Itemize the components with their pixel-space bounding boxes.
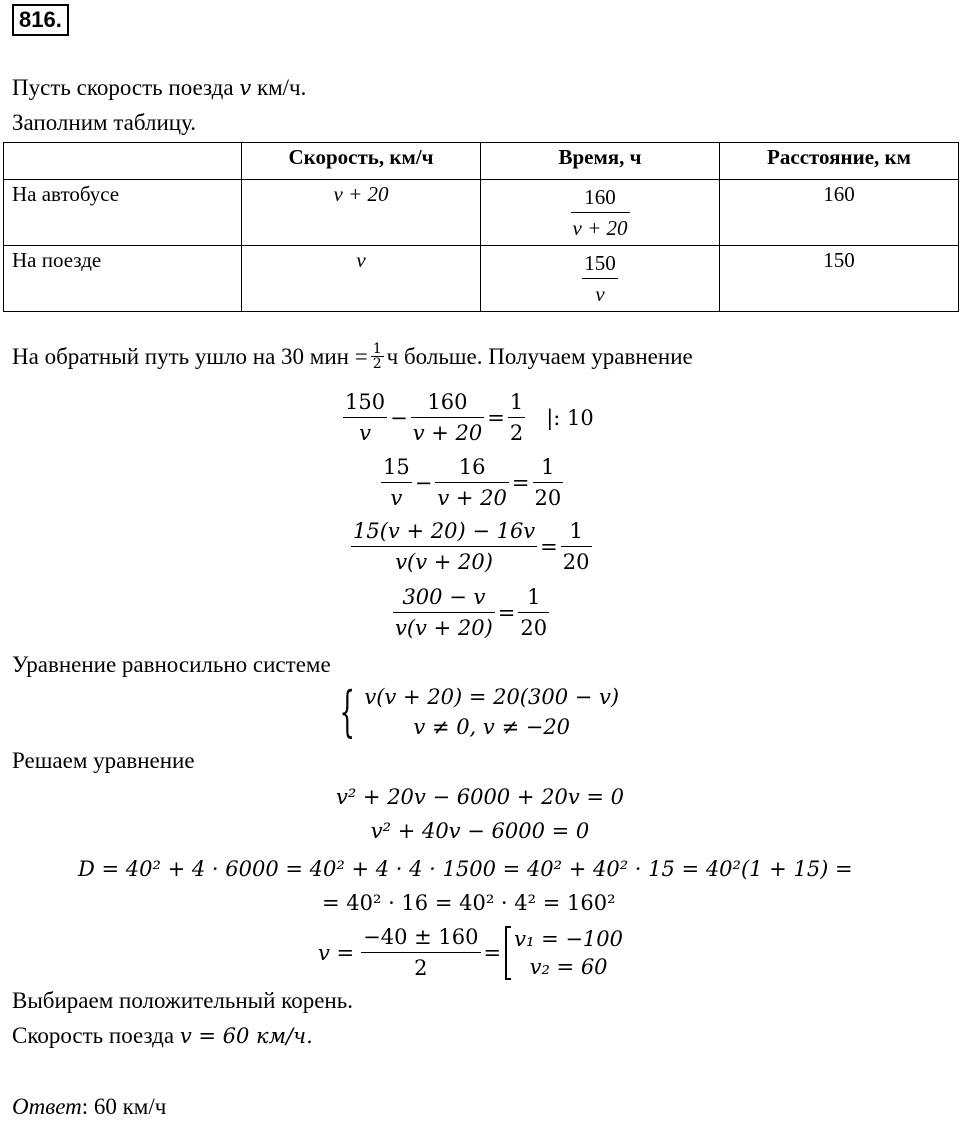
return-text-b: ч больше. Получаем уравнение <box>386 343 693 369</box>
intro-text-a: Пусть скорость поезда <box>12 75 240 100</box>
time-cell <box>481 180 720 246</box>
fraction-numerator: 15 <box>383 455 410 479</box>
intro-line-1 <box>12 74 306 102</box>
speed-cell: v <box>242 246 481 312</box>
row-label: На поезде <box>4 246 242 312</box>
fraction <box>561 516 592 577</box>
division-note: |: 10 <box>546 405 594 430</box>
equation-7: D = 40² + 4 · 6000 = 40² + 4 · 4 · 1500 = 40² + 40² · 15 = 40²(1 + 15) = <box>78 857 853 881</box>
fraction-numerator: 15(v + 20) − 16v <box>353 519 536 543</box>
fraction <box>361 922 480 983</box>
fraction-denominator: v <box>390 486 403 510</box>
time-fraction <box>571 182 630 243</box>
fraction-numerator: 150 <box>584 251 616 275</box>
fraction-numerator: 16 <box>458 455 486 479</box>
roots-lhs: v = <box>318 940 355 965</box>
root-1: v₁ = −100 <box>514 926 624 951</box>
fraction <box>351 516 537 577</box>
table-header <box>4 143 242 180</box>
equation-4 <box>390 582 552 643</box>
return-line <box>12 342 693 371</box>
intro-text-b: км/ч. <box>251 75 307 100</box>
minus-sign: − <box>414 470 433 495</box>
equation-8: = 40² · 16 = 40² · 4² = 160² <box>322 891 616 915</box>
row-label: На автобусе <box>4 180 242 246</box>
choose-line: Выбираем положительный корень. <box>12 988 353 1013</box>
equals-sign: = <box>540 534 558 559</box>
equals-sign: = <box>497 600 516 625</box>
fraction-numerator: 160 <box>427 390 468 414</box>
fraction <box>343 387 387 448</box>
equation-5: v² + 20v − 6000 + 20v = 0 <box>335 785 625 809</box>
fraction-numerator: 1 <box>527 585 541 609</box>
roots-equation <box>318 922 623 983</box>
answer-label: Ответ <box>12 1094 82 1119</box>
fraction <box>508 387 525 448</box>
fraction <box>393 582 495 643</box>
equation-system <box>330 682 619 742</box>
root-2: v₂ = 60 <box>529 954 608 979</box>
half-fraction <box>371 342 384 371</box>
speed-line <box>12 1022 313 1050</box>
system-line-1: v(v + 20) = 20(300 − v) <box>364 685 620 709</box>
fraction-numerator: 150 <box>345 390 386 414</box>
table-header-row <box>4 143 959 180</box>
solve-intro: Решаем уравнение <box>12 748 195 773</box>
table-header: Расстояние, км <box>720 143 959 180</box>
fraction-numerator: 1 <box>372 341 382 357</box>
table-row <box>4 246 959 312</box>
fraction-denominator: v <box>359 421 371 445</box>
fraction-numerator: 300 − v <box>402 585 486 609</box>
table-row <box>4 180 959 246</box>
system-rows <box>364 682 619 742</box>
system-intro: Уравнение равносильно системе <box>12 652 331 677</box>
speed-text: Скорость поезда <box>12 1023 180 1048</box>
fraction <box>533 452 564 513</box>
data-table <box>3 142 959 312</box>
fraction-denominator: v(v + 20) <box>395 616 493 640</box>
fraction-denominator: v + 20 <box>572 216 628 240</box>
system-line-2: v ≠ 0, v ≠ −20 <box>413 715 571 739</box>
equation-1 <box>340 387 594 448</box>
fraction-denominator: 2 <box>414 956 428 980</box>
fraction-numerator: 1 <box>569 519 583 543</box>
fraction-denominator: 20 <box>520 616 548 640</box>
equation-6: v² + 40v − 6000 = 0 <box>370 819 590 843</box>
fraction-denominator: v + 20 <box>412 421 483 445</box>
minus-sign: − <box>390 405 408 430</box>
distance-cell: 150 <box>720 246 959 312</box>
fraction <box>381 452 412 513</box>
time-cell <box>481 246 720 312</box>
fraction-denominator: v(v + 20) <box>395 550 493 574</box>
fraction-numerator: 160 <box>584 185 616 209</box>
fraction-denominator: 2 <box>372 356 382 372</box>
return-text-a: На обратный путь ушло на 30 мин = <box>12 343 368 369</box>
fraction <box>411 387 485 448</box>
fraction-denominator: 20 <box>534 486 562 510</box>
intro-line-2: Заполним таблицу. <box>12 110 197 135</box>
intro-variable: v <box>239 76 252 100</box>
fraction <box>518 582 549 643</box>
fraction <box>435 452 509 513</box>
equals-sign: = <box>487 405 505 430</box>
roots-list <box>514 925 623 981</box>
equals-sign: = <box>483 940 502 965</box>
equals-sign: = <box>511 470 530 495</box>
fraction-numerator: −40 ± 160 <box>363 925 479 949</box>
answer-line <box>12 1093 166 1121</box>
problem-number: 816. <box>12 4 69 36</box>
table-header: Время, ч <box>481 143 720 180</box>
fraction-numerator: 1 <box>509 390 524 414</box>
equation-2 <box>378 452 566 513</box>
bracket-icon <box>505 926 511 980</box>
answer-value: : 60 км/ч <box>81 1094 167 1119</box>
table-header: Скорость, км/ч <box>242 143 481 180</box>
speed-cell: v + 20 <box>242 180 481 246</box>
speed-value: v = 60 км/ч. <box>179 1024 313 1048</box>
brace-icon: { <box>339 680 355 743</box>
fraction-denominator: v <box>595 282 605 306</box>
fraction-denominator: 2 <box>509 421 524 445</box>
distance-cell: 160 <box>720 180 959 246</box>
fraction-numerator: 1 <box>541 455 555 479</box>
equation-3 <box>348 516 595 577</box>
fraction-denominator: 20 <box>562 550 590 574</box>
fraction-denominator: v + 20 <box>437 486 507 510</box>
time-fraction <box>582 248 618 309</box>
